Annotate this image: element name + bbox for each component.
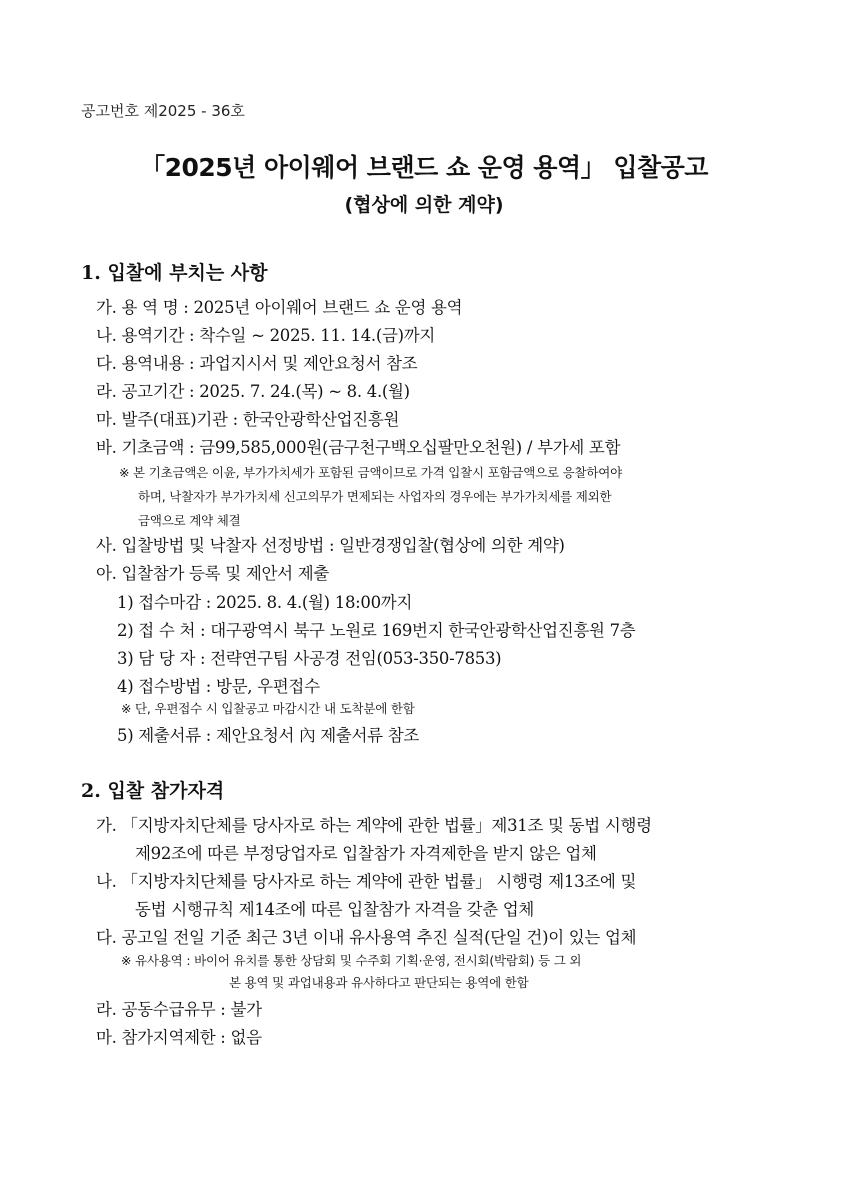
document-subtitle: (협상에 의한 계약) xyxy=(344,194,504,216)
section-2-item: 가. 「지방자치단체를 당사자로 하는 계약에 관한 법률」제31조 및 동법 시행령 xyxy=(96,816,652,835)
budget-note: ※ 본 기초금액은 이윤, 부가가치세가 포함된 금액이므로 가격 입찰시 포함금액으로 응찰하여야 xyxy=(119,465,623,480)
submission-subitem: 4) 접수방법 : 방문, 우편접수 xyxy=(117,677,320,696)
section-1-item: 가. 용 역 명 : 2025년 아이웨어 브랜드 쇼 운영 용역 xyxy=(96,298,463,317)
document-title: 「2025년 아이웨어 브랜드 쇼 운영 용역」 입찰공고 xyxy=(140,153,708,182)
submission-subitem: 3) 담 당 자 : 전략연구팀 사공경 전임(053-350-7853) xyxy=(117,649,502,668)
notice-number: 공고번호 제2025 - 36호 xyxy=(81,102,245,120)
section-1-item: 라. 공고기간 : 2025. 7. 24.(목) ~ 8. 4.(월) xyxy=(96,382,410,401)
similar-note: 본 용역 및 과업내용과 유사하다고 판단되는 용역에 한함 xyxy=(229,975,529,990)
section-1-item: 아. 입찰참가 등록 및 제안서 제출 xyxy=(96,564,329,583)
section-2-item: 다. 공고일 전일 기준 최근 3년 이내 유사용역 추진 실적(단일 건)이 있는 업체 xyxy=(96,928,637,947)
budget-note: 하며, 낙찰자가 부가가치세 신고의무가 면제되는 사업자의 경우에는 부가가치세를 제외한 xyxy=(138,489,612,504)
section-2-item: 마. 참가지역제한 : 없음 xyxy=(96,1028,262,1047)
section-1-item: 사. 입찰방법 및 낙찰자 선정방법 : 일반경쟁입찰(협상에 의한 계약) xyxy=(96,536,565,555)
submission-subitem: 1) 접수마감 : 2025. 8. 4.(월) 18:00까지 xyxy=(117,593,413,612)
section-1-item: 다. 용역내용 : 과업지시서 및 제안요청서 참조 xyxy=(96,354,418,373)
section-1-item: 바. 기초금액 : 금99,585,000원(금구천구백오십팔만오천원) / 부가세 포함 xyxy=(96,438,621,457)
budget-note: 금액으로 계약 체결 xyxy=(138,513,241,528)
section-2-item: 라. 공동수급유무 : 불가 xyxy=(96,1000,262,1019)
submission-subitem: 5) 제출서류 : 제안요청서 內 제출서류 참조 xyxy=(117,726,420,745)
section-2-item: 동법 시행규칙 제14조에 따른 입찰참가 자격을 갖춘 업체 xyxy=(135,900,535,919)
section-1-title: 1. 입찰에 부치는 사항 xyxy=(81,262,268,284)
mail-note: ※ 단, 우편접수 시 입찰공고 마감시간 내 도착분에 한함 xyxy=(121,701,415,716)
section-1-item: 마. 발주(대표)기관 : 한국안광학산업진흥원 xyxy=(96,410,400,429)
similar-note: ※ 유사용역 : 바이어 유치를 통한 상담회 및 수주회 기획·운영, 전시회(박람회) 등 그 외 xyxy=(121,953,582,968)
section-2-item: 제92조에 따른 부정당업자로 입찰참가 자격제한을 받지 않은 업체 xyxy=(135,844,597,863)
section-2-title: 2. 입찰 참가자격 xyxy=(81,780,225,802)
submission-subitem: 2) 접 수 처 : 대구광역시 북구 노원로 169번지 한국안광학산업진흥원 7층 xyxy=(117,621,636,640)
section-2-item: 나. 「지방자치단체를 당사자로 하는 계약에 관한 법률」 시행령 제13조에 및 xyxy=(96,872,637,891)
section-1-item: 나. 용역기간 : 착수일 ~ 2025. 11. 14.(금)까지 xyxy=(96,326,436,345)
